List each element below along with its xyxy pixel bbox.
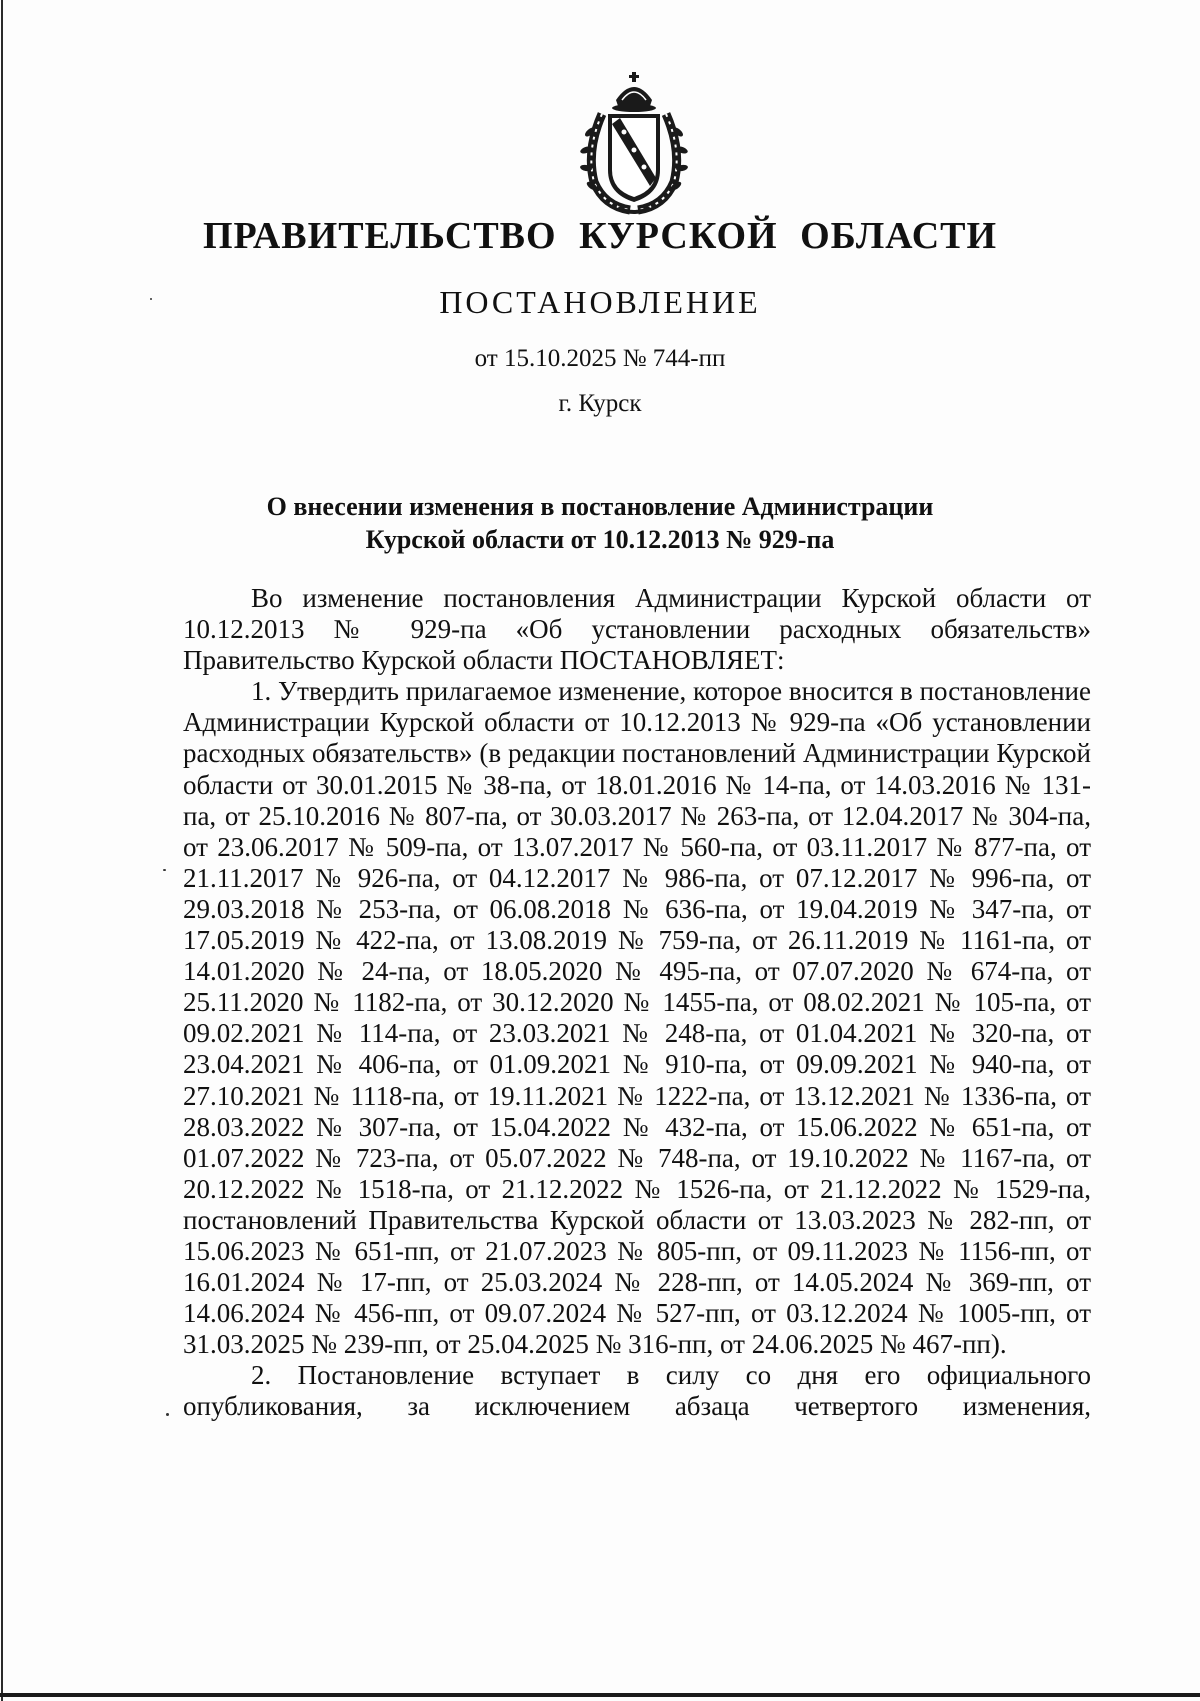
scan-bottom-edge [0, 1693, 1200, 1697]
scan-speck [163, 869, 166, 871]
government-title: ПРАВИТЕЛЬСТВО КУРСКОЙ ОБЛАСТИ [202, 215, 998, 257]
document-subject [0, 490, 1200, 556]
document-date-number: от 15.10.2025 № 744-пп [474, 345, 726, 372]
scan-speck [150, 298, 152, 300]
document-type: ПОСТАНОВЛЕНИЕ [439, 284, 761, 320]
item-1-paragraph: 1. Утвердить прилагаемое изменение, которое вносится в постановление Администрации Курской области от 10.12.2013 № 929-па «Об установлении расходных обязательств» (в редакции постановлений Администрации Курской области от 30.01.2015 № 38-па, от 18.01.2016 № 14-па, от 14.03.2016 № 131-па, от 25.10.2016 № 807-па, от 30.03.2017 № 263-па, от 12.04.2017 № 304-па, от 23.06.2017 № 509-па, от 13.07.2017 № 560-па, от 03.11.2017 № 877-па, от 21.11.2017 № 926-па, от 04.12.2017 № 986-па, от 07.12.2017 № 996-па, от 29.03.2018 № 253-па, от 06.08.2018 № 636-па, от 19.04.2019 № 347-па, от 17.05.2019 № 422-па, от 13.08.2019 № 759-па, от 26.11.2019 № 1161-па, от 14.01.2020 № 24-па, от 18.05.2020 № 495-па, от 07.07.2020 № 674-па, от 25.11.2020 № 1182-па, от 30.12.2020 № 1455-па, от 08.02.2021 № 105-па, от 09.02.2021 № 114-па, от 23.03.2021 № 248-па, от 01.04.2021 № 320-па, от 23.04.2021 № 406-па, от 01.09.2021 № 910-па, от 09.09.2021 № 940-па, от 27.10.2021 № 1118-па, от 19.11.2021 № 1222-па, от 13.12.2021 № 1336-па, от 28.03.2022 № 307-па, от 15.04.2022 № 432-па, от 15.06.2022 № 651-па, от 01.07.2022 № 723-па, от 05.07.2022 № 748-па, от 19.10.2022 № 1167-па, от 20.12.2022 № 1518-па, от 21.12.2022 № 1526-па, от 21.12.2022 № 1529-па, постановлений Правительства Курской области от 13.03.2023 № 282-пп, от 15.06.2023 № 651-пп, от 21.07.2023 № 805-пп, от 09.11.2023 № 1156-пп, от 16.01.2024 № 17-пп, от 25.03.2024 № 228-пп, от 14.05.2024 № 369-пп, от 14.06.2024 № 456-пп, от 09.07.2024 № 527-пп, от 03.12.2024 № 1005-пп, от 31.03.2025 № 239-пп, от 25.04.2025 № 316-пп, от 24.06.2025 № 467-пп). [183, 676, 1091, 1360]
scan-speck [166, 1413, 169, 1416]
kursk-coat-of-arms-icon [572, 70, 696, 218]
document-body [183, 583, 1091, 1423]
subject-line-1: О внесении изменения в постановление Администрации [266, 492, 934, 521]
subject-line-2: Курской области от 10.12.2013 № 929-па [365, 525, 835, 554]
item-2-paragraph: 2. Постановление вступает в силу со дня его официального опубликования, за исключением абзаца четвертого изменения, [183, 1360, 1091, 1422]
document-city: г. Курск [558, 390, 642, 417]
preamble-paragraph: Во изменение постановления Администрации Курской области от 10.12.2013 № 929-па «Об установлении расходных обязательств» Правительство Курской области ПОСТАНОВЛЯЕТ: [183, 583, 1091, 676]
